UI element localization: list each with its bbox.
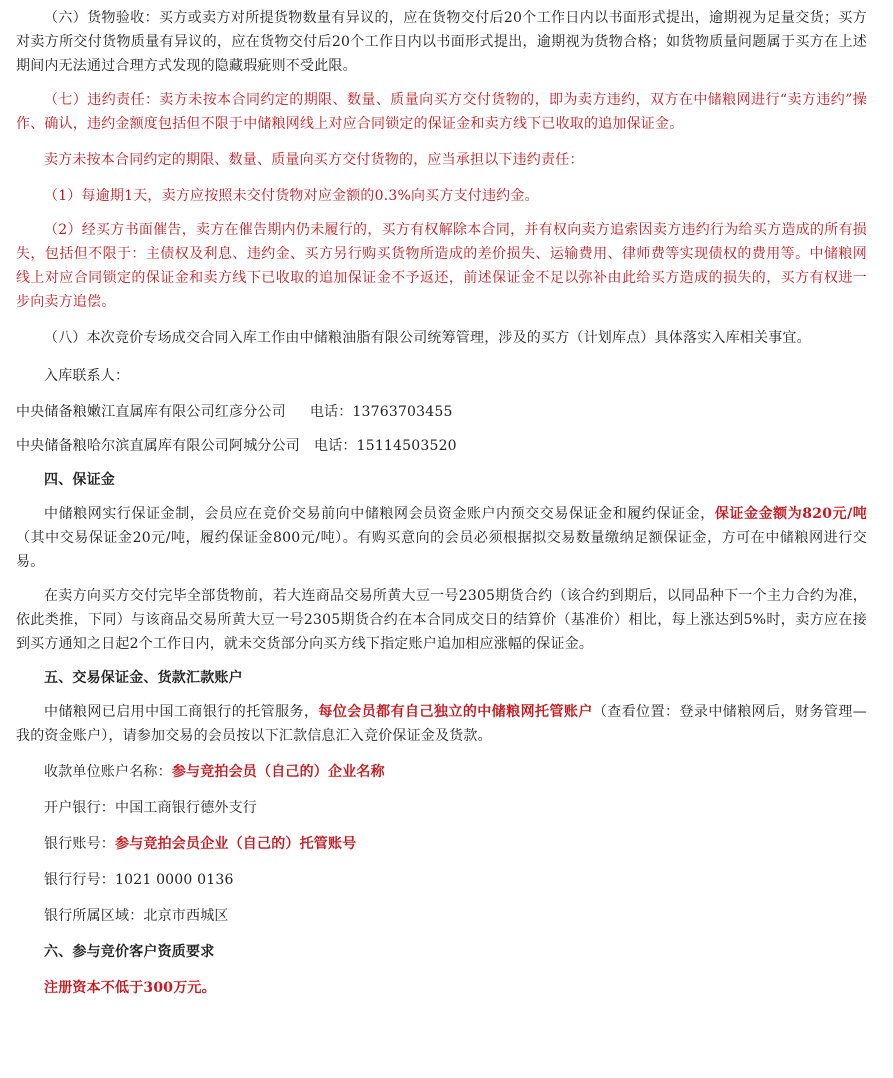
- account-number-value: 参与竞拍会员企业（自己的）托管账号: [115, 836, 357, 852]
- deposit-amount: 保证金金额为820元/吨: [714, 506, 867, 522]
- clause-7-breach: （七）违约责任：卖方未按本合同约定的期限、数量、质量向买方交付货物的，即为卖方违约，双方在中储粮网进行“卖方违约”操作、确认，违约金额度包括但不限于中储粮网线上对应合同锁定的保证金和卖方线下已收取的追加保证金。: [16, 92, 867, 132]
- bank-region-line: 银行所属区域：北京市西城区: [44, 908, 229, 924]
- payee-value: 参与竞拍会员（自己的）企业名称: [171, 764, 385, 780]
- contact-phone: 电话：15114503520: [314, 438, 457, 454]
- account-text-tail: （查看位置：登录中储粮网后，财务管理—我的资金账户），请参加交易的会员按以下汇款信息汇入竞价保证金及货款。: [16, 704, 867, 744]
- heading-qualification: 六、参与竞价客户资质要求: [44, 944, 215, 960]
- clause-7-2: （2）经买方书面催告，卖方在催告期内仍未履行的，买方有权解除本合同，并有权向卖方追索因卖方违约行为给买方造成的所有损失，包括但不限于：主债权及利息、违约金、买方另行购买货物所造成的差价损失、运输费用、律师费等实现债权的费用等。中储粮网线上对应合同锁定的保证金和卖方线下已收取的追加保证金不予返还，前述保证金不足以弥补由此给买方造成的损失的，买方有权进一步向卖方追偿。: [16, 222, 867, 310]
- contact-name: 中央储备粮哈尔滨直属库有限公司阿城分公司: [16, 438, 300, 454]
- heading-deposit: 四、保证金: [44, 472, 115, 488]
- clause-7-intro: 卖方未按本合同约定的期限、数量、质量向买方交付货物的，应当承担以下违约责任：: [44, 152, 584, 168]
- account-highlight: 每位会员都有自己独立的中储粮网托管账户: [318, 704, 593, 720]
- heading-accounts: 五、交易保证金、货款汇款账户: [44, 670, 243, 686]
- payee-label: 收款单位账户名称：: [44, 764, 172, 780]
- contacts-label: 入库联系人：: [44, 368, 130, 384]
- clause-7-1: （1）每逾期1天，卖方应按照未交付货物对应金额的0.3%向买方支付违约金。: [44, 188, 539, 204]
- bank-number-line: 银行行号：1021 0000 0136: [44, 872, 234, 888]
- account-number-label: 银行账号：: [44, 836, 115, 852]
- deposit-text: 中储粮网实行保证金制，会员应在竞价交易前向中储粮网会员资金账户内预交交易保证金和履约保证金，: [44, 506, 715, 522]
- deposit-increase-paragraph: 在卖方向买方交付完毕全部货物前，若大连商品交易所黄大豆一号2305期货合约（该合约到期后，以同品种下一个主力合约为准，依此类推，下同）与该商品交易所黄大豆一号2305期货合约在本合同成交日的结算价（基准价）相比，每上涨达到5%时，卖方应在接到买方通知之日起2个工作日内，就未交货部分向买方线下指定账户追加相应涨幅的保证金。: [16, 588, 867, 652]
- account-text: 中储粮网已启用中国工商银行的托管服务，: [44, 704, 319, 720]
- account-number-line: [16, 832, 867, 856]
- contact-name: 中央储备粮嫩江直属库有限公司红彦分公司: [16, 404, 286, 420]
- contact-row: [16, 434, 867, 458]
- capital-requirement: 注册资本不低于300万元。: [44, 980, 216, 996]
- account-paragraph: [16, 700, 867, 748]
- bank-line: 开户银行：中国工商银行德外支行: [44, 800, 257, 816]
- clause-8-warehousing: （八）本次竞价专场成交合同入库工作由中储粮油脂有限公司统筹管理，涉及的买方（计划库点）具体落实入库相关事宜。: [44, 330, 811, 346]
- contact-phone: 电话：13763703455: [309, 404, 453, 420]
- clause-6-inspection: （六）货物验收：买方或卖方对所提货物数量有异议的，应在货物交付后20个工作日内以书面形式提出，逾期视为足量交货；买方对卖方所交付货物质量有异议的，应在货物交付后20个工作日内以书面形式提出，逾期视为货物合格；如货物质量问题属于买方在上述期间内无法通过合理方式发现的隐藏瑕疵则不受此限。: [16, 10, 867, 74]
- payee-line: [16, 760, 867, 784]
- deposit-paragraph: [16, 502, 867, 574]
- contact-row: [16, 400, 867, 424]
- deposit-text-tail: （其中交易保证金20元/吨，履约保证金800元/吨）。有购买意向的会员必须根据拟交易数量缴纳足额保证金，方可在中储粮网进行交易。: [16, 530, 867, 570]
